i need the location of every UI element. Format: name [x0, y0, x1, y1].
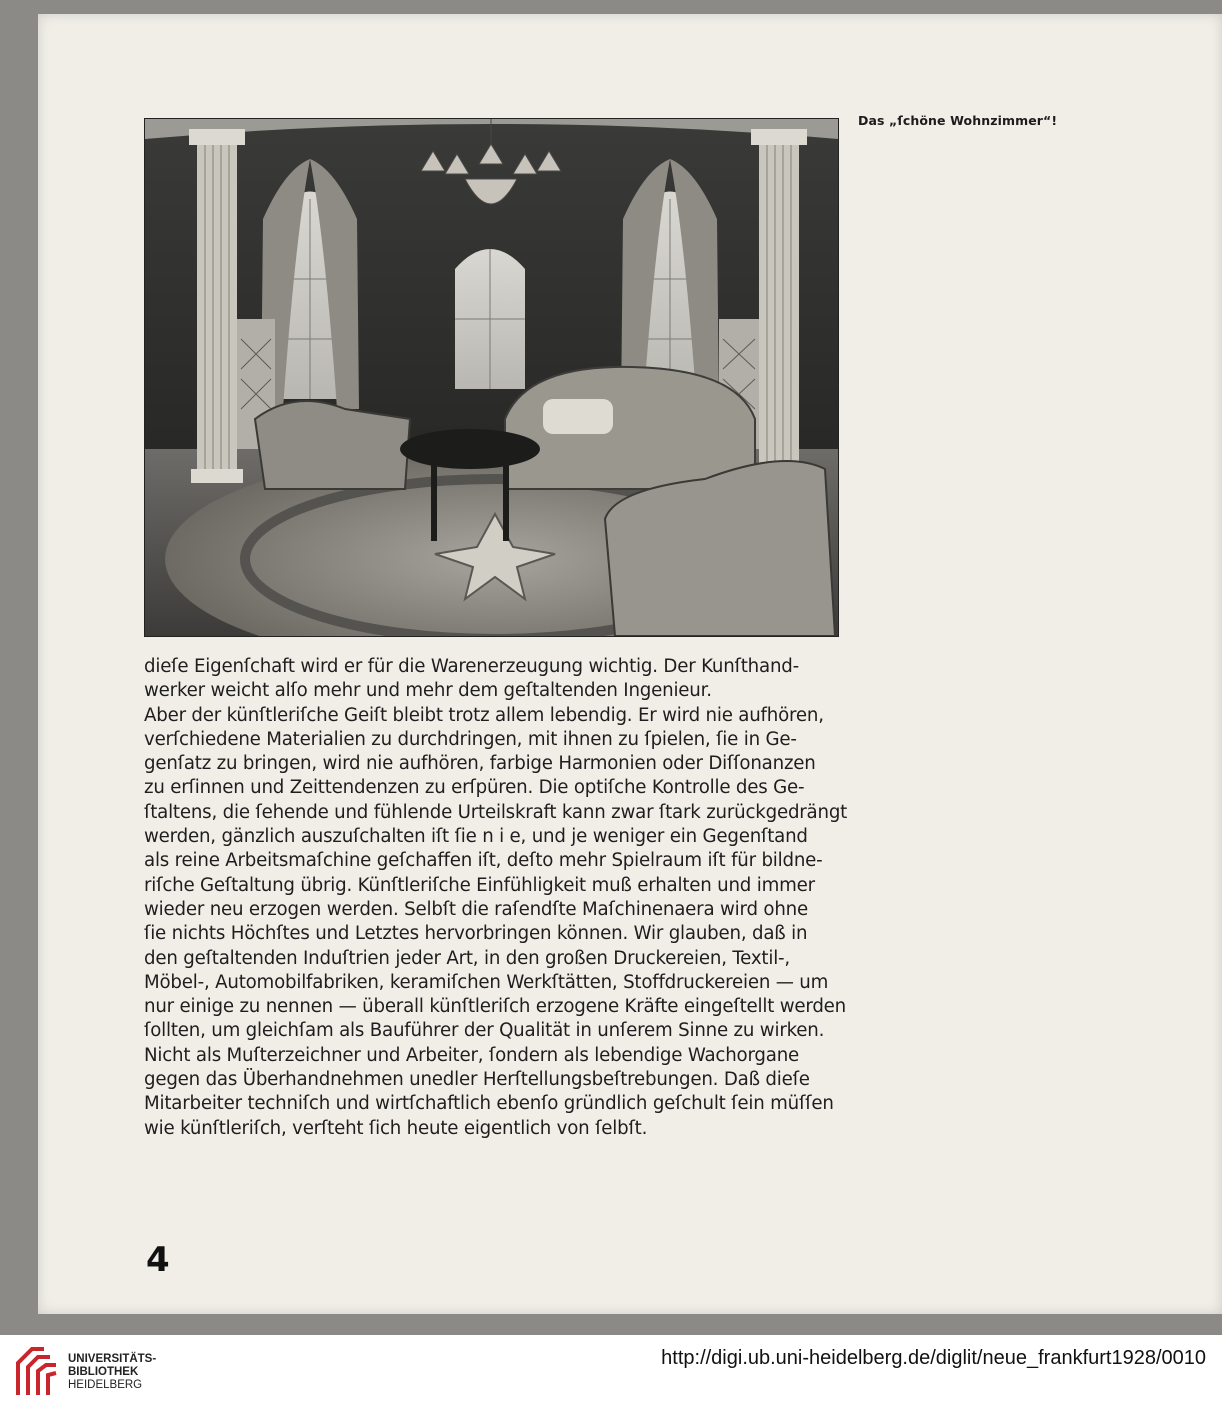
text-line: gegen das Überhandnehmen unedler Herſtellungsbeſtrebungen. Daß dieſe [144, 1069, 810, 1091]
text-line: zu erſinnen und Zeittendenzen zu erſpüren. Die optiſche Kontrolle des Ge- [144, 777, 805, 799]
text-line: Nicht als Muſterzeichner und Arbeiter, ſondern als lebendige Wachorgane [144, 1044, 800, 1066]
institution-line: UNIVERSITÄTS- [68, 1353, 157, 1365]
digitization-footer [0, 1335, 1222, 1420]
text-line: genſatz zu bringen, wird nie aufhören, farbige Harmonien oder Diſſonanzen [144, 753, 816, 775]
ub-heidelberg-logo-icon [14, 1345, 60, 1399]
text-line: den geſtaltenden Induſtrien jeder Art, in den großen Druckereien, Textil-, [144, 947, 790, 969]
text-line: werker weicht alſo mehr und mehr dem geſtaltenden Ingenieur. [144, 680, 712, 702]
text-line: Möbel-, Automobilfabriken, keramiſchen Werkſtätten, Stoffdruckereien — um [144, 971, 829, 993]
text-line: dieſe Eigenſchaft wird er für die Warenerzeugung wichtig. Der Kunſthand- [144, 656, 799, 677]
institution-line: HEIDELBERG [68, 1379, 143, 1391]
source-url-link[interactable]: http://digi.ub.uni-heidelberg.de/diglit/neue_frankfurt1928/0010 [661, 1347, 1206, 1369]
text-line: ſollten, um gleichſam als Bauführer der Qualität in unſerem Sinne zu wirken. [144, 1020, 825, 1042]
text-line: Aber der künſtleriſche Geiſt bleibt trotz allem lebendig. Er wird nie aufhören, [144, 704, 824, 726]
text-line: wieder neu erzogen werden. Selbſt die raſendſte Maſchinenaera wird ohne [144, 898, 808, 920]
text-line: werden, gänzlich auszuſchalten iſt ſie n i e, und je weniger ein Gegenſtand [144, 826, 808, 848]
text-line: verſchiedene Materialien zu durchdringen, mit ihnen zu ſpielen, ſie in Ge- [144, 728, 797, 750]
body-text [144, 655, 848, 1141]
photo-caption: Das „ſchöne Wohnzimmer“! [858, 113, 1058, 128]
text-line: als reine Arbeitsmaſchine geſchaffen iſt, deſto mehr Spielraum iſt für bildne- [144, 850, 823, 872]
page-number: 4 [146, 1240, 170, 1280]
text-line: wie künſtleriſch, verſteht ſich heute eigentlich von ſelbſt. [144, 1117, 648, 1139]
text-line: ſtaltens, die ſehende und fühlende Urteilskraft kann zwar ſtark zurückgedrängt [144, 801, 848, 823]
living-room-photo [144, 118, 839, 637]
text-line: riſche Geſtaltung übrig. Künſtleriſche Einfühligkeit muß erhalten und immer [144, 874, 815, 896]
text-line: ſie nichts Höchſtes und Letztes hervorbringen können. Wir glauben, daß in [144, 923, 808, 945]
institution-name [68, 1353, 156, 1392]
text-line: Mitarbeiter techniſch und wirtſchaftlich ebenſo gründlich geſchult ſein müſſen [144, 1093, 834, 1115]
institution-line: BIBLIOTHEK [68, 1366, 139, 1378]
text-line: nur einige zu nennen — überall künſtleriſch erzogene Kräfte eingeſtellt werden [144, 996, 846, 1018]
